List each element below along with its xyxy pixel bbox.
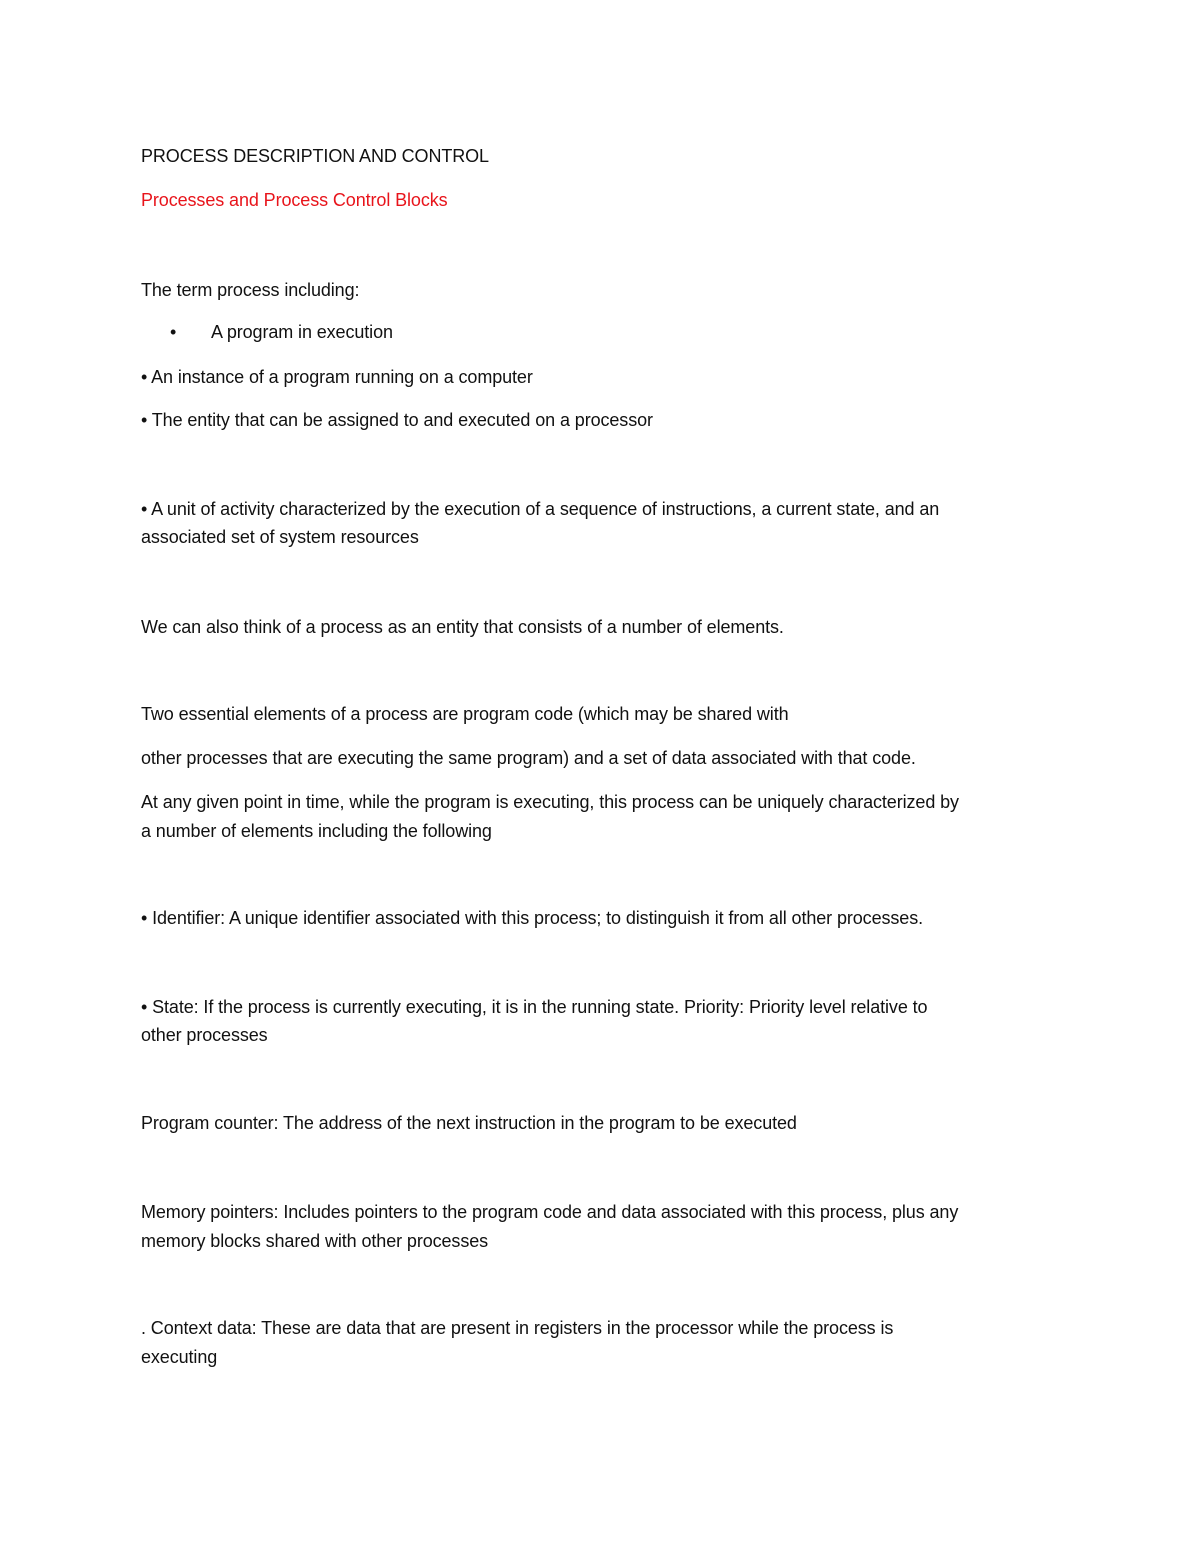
bullet-unit-activity-line2: associated set of system resources bbox=[141, 527, 419, 547]
bullet-instance: • An instance of a program running on a computer bbox=[141, 367, 533, 387]
memory-pointers-line1: Memory pointers: Includes pointers to the program code and data associated with this process, plus any bbox=[141, 1202, 959, 1222]
context-data-line1: . Context data: These are data that are present in registers in the processor while the process is bbox=[141, 1318, 894, 1338]
bullet-state-line2: other processes bbox=[141, 1025, 268, 1045]
memory-pointers-line2: memory blocks shared with other processes bbox=[141, 1231, 489, 1251]
bullet-state-line1: • State: If the process is currently executing, it is in the running state. Priority: Priority level relative to bbox=[141, 997, 928, 1017]
context-data-line2: executing bbox=[141, 1347, 218, 1367]
paragraph-given-point-line1: At any given point in time, while the program is executing, this process can be uniquely characterized by bbox=[141, 792, 959, 812]
intro-text: The term process including: bbox=[141, 280, 360, 300]
bullet-identifier: • Identifier: A unique identifier associated with this process; to distinguish it from all other processes. bbox=[141, 908, 924, 928]
paragraph-elements: We can also think of a process as an entity that consists of a number of elements. bbox=[141, 617, 784, 637]
bullet-entity: • The entity that can be assigned to and executed on a processor bbox=[141, 410, 653, 430]
paragraph-essential-elements: Two essential elements of a process are program code (which may be shared with bbox=[141, 704, 789, 724]
paragraph-given-point-line2: a number of elements including the following bbox=[141, 821, 492, 841]
section-heading: Processes and Process Control Blocks bbox=[141, 190, 448, 210]
list-item-program-execution: A program in execution bbox=[211, 322, 393, 342]
bullet-icon: • bbox=[170, 322, 177, 342]
program-counter: Program counter: The address of the next instruction in the program to be executed bbox=[141, 1113, 797, 1133]
paragraph-essential-elements-continued: other processes that are executing the same program) and a set of data associated with that code. bbox=[141, 748, 916, 768]
document-title: PROCESS DESCRIPTION AND CONTROL bbox=[141, 146, 489, 166]
bullet-unit-activity-line1: • A unit of activity characterized by the execution of a sequence of instructions, a current state, and an bbox=[141, 499, 940, 519]
